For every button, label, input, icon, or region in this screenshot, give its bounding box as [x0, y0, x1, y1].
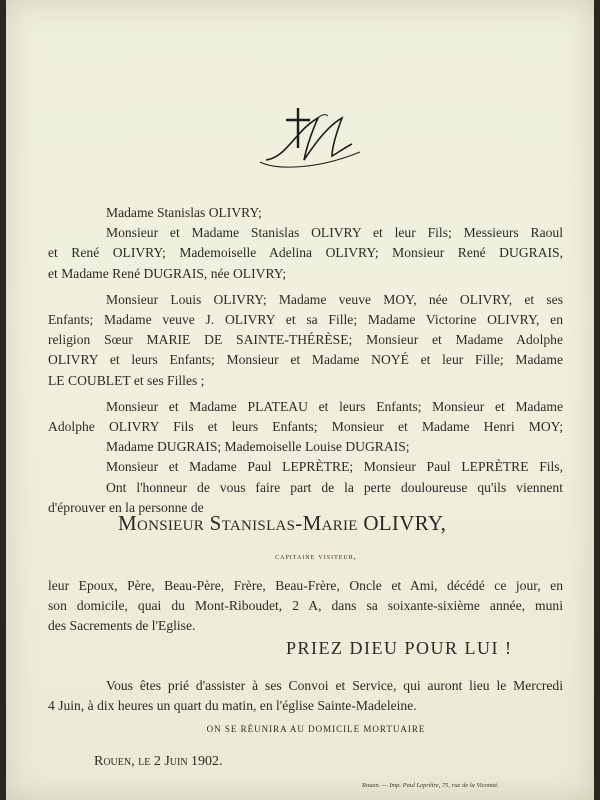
deceased-title: capitaine visiteur,	[275, 551, 357, 561]
cross-monogram-icon	[256, 100, 376, 180]
details-line: son domicile, quai du Mont-Riboudet, 2 A, dans sa soixante-sixième année, muni	[48, 598, 563, 614]
family-line: Madame DUGRAIS; Mademoiselle Louise DUGRAIS;	[106, 439, 410, 455]
invitation-line: 4 Juin, à dix heures un quart du matin, en l'église Sainte-Madeleine.	[48, 698, 417, 714]
family-line: LE COUBLET et ses Filles ;	[48, 372, 205, 388]
dateline: Rouen, le 2 Juin 1902.	[94, 754, 223, 769]
details-line: leur Epoux, Père, Beau-Père, Frère, Beau-Frère, Oncle et Ami, décédé ce jour, en	[48, 578, 563, 593]
family-line: Adolphe OLIVRY Fils et leurs Enfants; Monsieur et Madame Henri MOY;	[48, 419, 563, 435]
family-line: Ont l'honneur de vous faire part de la perte douloureuse qu'ils viennent	[106, 479, 563, 495]
family-line: Enfants; Madame veuve J. OLIVRY et sa Fille; Madame Victorine OLIVRY, en	[48, 312, 563, 328]
invitation-line: Vous êtes prié d'assister à ses Convoi et Service, qui auront lieu le Mercredi	[106, 678, 563, 693]
family-line: Monsieur et Madame PLATEAU et leurs Enfants; Monsieur et Madame	[106, 398, 563, 414]
family-list	[48, 203, 563, 518]
family-line: Madame Stanislas OLIVRY;	[106, 205, 262, 220]
prayer-line: PRIEZ DIEU POUR LUI !	[286, 638, 513, 658]
family-line: OLIVRY et leurs Enfants; Monsieur et Madame NOYÉ et leur Fille; Madame	[48, 352, 563, 368]
deceased-name: Monsieur Stanislas-Marie OLIVRY,	[118, 511, 447, 535]
death-notice-sheet	[6, 0, 594, 800]
deceased-details	[48, 576, 563, 637]
family-line: et Madame René DUGRAIS, née OLIVRY;	[48, 265, 287, 281]
family-line: Monsieur et Madame Paul LEPRÈTRE; Monsieur Paul LEPRÈTRE Fils,	[106, 459, 563, 475]
reunion-notice: ON SE RÉUNIRA AU DOMICILE MORTUAIRE	[206, 724, 426, 734]
family-line: d'éprouver en la personne de	[48, 499, 204, 515]
family-line: et René OLIVRY; Mademoiselle Adelina OLIVRY; Monsieur René DUGRAIS,	[48, 245, 563, 261]
printer-imprint: Rouen. — Imp. Paul Leprêtre, 75, rue de la Vicomté.	[362, 782, 499, 789]
family-line: religion Sœur MARIE DE SAINTE-THÉRÈSE; Monsieur et Madame Adolphe	[48, 332, 563, 348]
family-line: Monsieur Louis OLIVRY; Madame veuve MOY, née OLIVRY, et ses	[106, 291, 563, 307]
invitation	[48, 676, 563, 716]
family-line: Monsieur et Madame Stanislas OLIVRY et leur Fils; Messieurs Raoul	[106, 225, 563, 241]
details-line: des Sacrements de l'Eglise.	[48, 618, 196, 634]
